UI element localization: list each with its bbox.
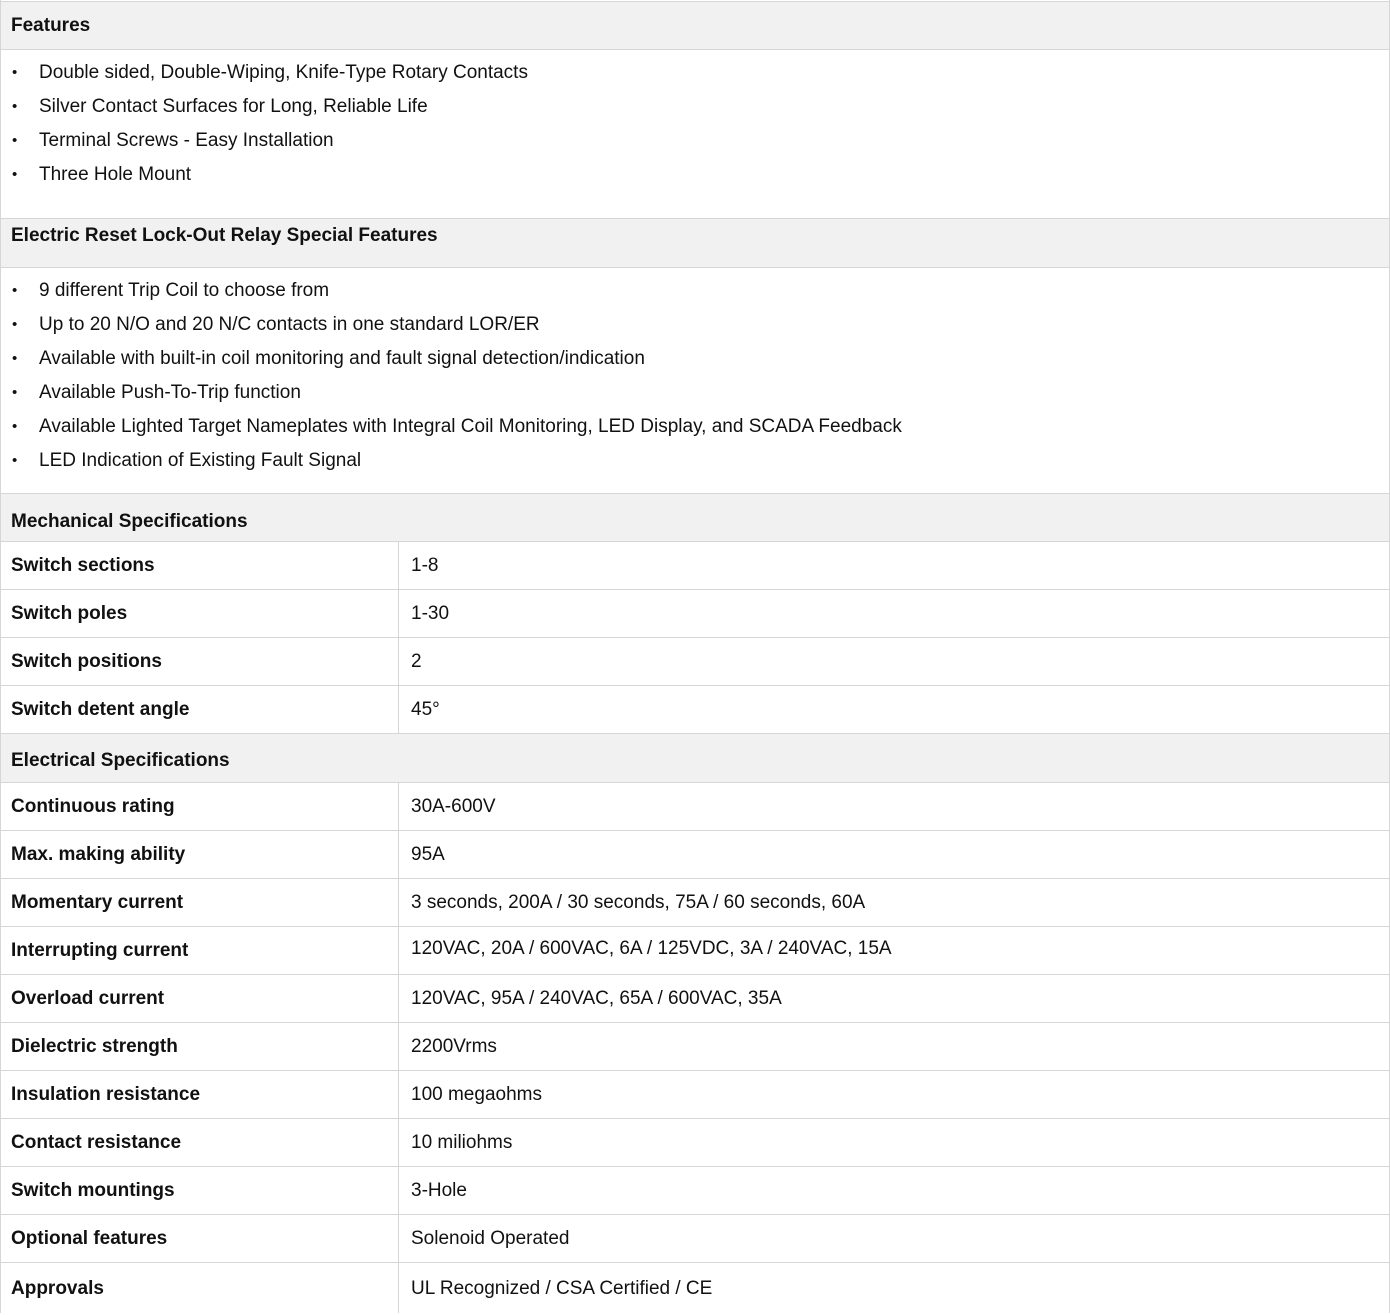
table-row bbox=[1, 590, 1389, 638]
spec-label: Interrupting current bbox=[1, 927, 399, 974]
feature-text: LED Indication of Existing Fault Signal bbox=[39, 450, 362, 471]
list-item bbox=[1, 410, 1389, 444]
spec-label: Dielectric strength bbox=[1, 1023, 399, 1070]
bullet-icon: • bbox=[12, 282, 18, 299]
feature-text: Available Lighted Target Nameplates with Integral Coil Monitoring, LED Display, and SCADA Feedback bbox=[39, 416, 902, 437]
spec-label: Switch poles bbox=[1, 590, 399, 637]
table-row bbox=[1, 1119, 1389, 1167]
list-item bbox=[1, 342, 1389, 376]
list-item bbox=[1, 56, 1389, 90]
feature-text: Double sided, Double-Wiping, Knife-Type Rotary Contacts bbox=[39, 62, 528, 83]
spec-value: 30A-600V bbox=[411, 796, 496, 817]
spec-value: 10 miliohms bbox=[411, 1132, 513, 1153]
spec-label: Optional features bbox=[1, 1215, 399, 1262]
table-row bbox=[1, 927, 1389, 975]
spec-label: Switch detent angle bbox=[1, 686, 399, 733]
bullet-icon: • bbox=[12, 166, 18, 183]
feature-text: Up to 20 N/O and 20 N/C contacts in one standard LOR/ER bbox=[39, 314, 540, 335]
bullet-icon: • bbox=[12, 316, 18, 333]
table-row bbox=[1, 783, 1389, 831]
bullet-icon: • bbox=[12, 452, 18, 469]
list-item bbox=[1, 308, 1389, 342]
spec-value: 2200Vrms bbox=[411, 1036, 497, 1057]
spec-label: Contact resistance bbox=[1, 1119, 399, 1166]
table-row bbox=[1, 975, 1389, 1023]
spec-label: Switch mountings bbox=[1, 1167, 399, 1214]
table-row bbox=[1, 638, 1389, 686]
feature-text: Available with built-in coil monitoring and fault signal detection/indication bbox=[39, 348, 645, 369]
bullet-icon: • bbox=[12, 132, 18, 149]
feature-text: Terminal Screws - Easy Installation bbox=[39, 130, 334, 151]
spec-value: 95A bbox=[411, 844, 445, 865]
spec-label: Insulation resistance bbox=[1, 1071, 399, 1118]
spec-value: UL Recognized / CSA Certified / CE bbox=[411, 1278, 713, 1299]
special-features-list bbox=[1, 274, 1389, 478]
features-list bbox=[1, 56, 1389, 192]
spec-label: Momentary current bbox=[1, 879, 399, 926]
mechanical-specs-header: Mechanical Specifications bbox=[1, 493, 1389, 542]
list-item bbox=[1, 124, 1389, 158]
spec-value: 120VAC, 95A / 240VAC, 65A / 600VAC, 35A bbox=[411, 988, 782, 1009]
feature-text: Silver Contact Surfaces for Long, Reliable Life bbox=[39, 96, 428, 117]
table-row bbox=[1, 1263, 1389, 1313]
table-row bbox=[1, 1167, 1389, 1215]
list-item bbox=[1, 444, 1389, 478]
spec-value: 1-30 bbox=[411, 603, 450, 624]
spec-value: 3-Hole bbox=[411, 1180, 467, 1201]
spec-label: Switch sections bbox=[1, 542, 399, 589]
feature-text: 9 different Trip Coil to choose from bbox=[39, 280, 330, 301]
spec-label: Approvals bbox=[1, 1263, 399, 1313]
list-item bbox=[1, 376, 1389, 410]
spec-value: 2 bbox=[411, 651, 422, 672]
spec-label: Max. making ability bbox=[1, 831, 399, 878]
spec-label: Switch positions bbox=[1, 638, 399, 685]
spec-value: Solenoid Operated bbox=[411, 1228, 570, 1249]
table-row bbox=[1, 1071, 1389, 1119]
spec-value: 45° bbox=[411, 699, 440, 720]
table-row bbox=[1, 831, 1389, 879]
spec-label: Overload current bbox=[1, 975, 399, 1022]
feature-text: Three Hole Mount bbox=[39, 164, 192, 185]
bullet-icon: • bbox=[12, 350, 18, 367]
features-header: Features bbox=[1, 1, 1389, 50]
table-row bbox=[1, 879, 1389, 927]
bullet-icon: • bbox=[12, 418, 18, 435]
list-item bbox=[1, 90, 1389, 124]
table-row bbox=[1, 1215, 1389, 1263]
list-item bbox=[1, 274, 1389, 308]
spec-value: 1-8 bbox=[411, 555, 439, 576]
list-item bbox=[1, 158, 1389, 192]
spec-value: 100 megaohms bbox=[411, 1084, 542, 1105]
spec-value: 120VAC, 20A / 600VAC, 6A / 125VDC, 3A / 240VAC, 15A bbox=[411, 938, 892, 959]
bullet-icon: • bbox=[12, 64, 18, 81]
table-row bbox=[1, 1023, 1389, 1071]
table-row bbox=[1, 686, 1389, 734]
bullet-icon: • bbox=[12, 98, 18, 115]
spec-label: Continuous rating bbox=[1, 783, 399, 830]
special-features-header: Electric Reset Lock-Out Relay Special Features bbox=[1, 218, 1389, 268]
feature-text: Available Push-To-Trip function bbox=[39, 382, 301, 403]
bullet-icon: • bbox=[12, 384, 18, 401]
spec-value: 3 seconds, 200A / 30 seconds, 75A / 60 seconds, 60A bbox=[411, 892, 866, 913]
table-row bbox=[1, 542, 1389, 590]
electrical-specs-header: Electrical Specifications bbox=[1, 734, 1389, 783]
